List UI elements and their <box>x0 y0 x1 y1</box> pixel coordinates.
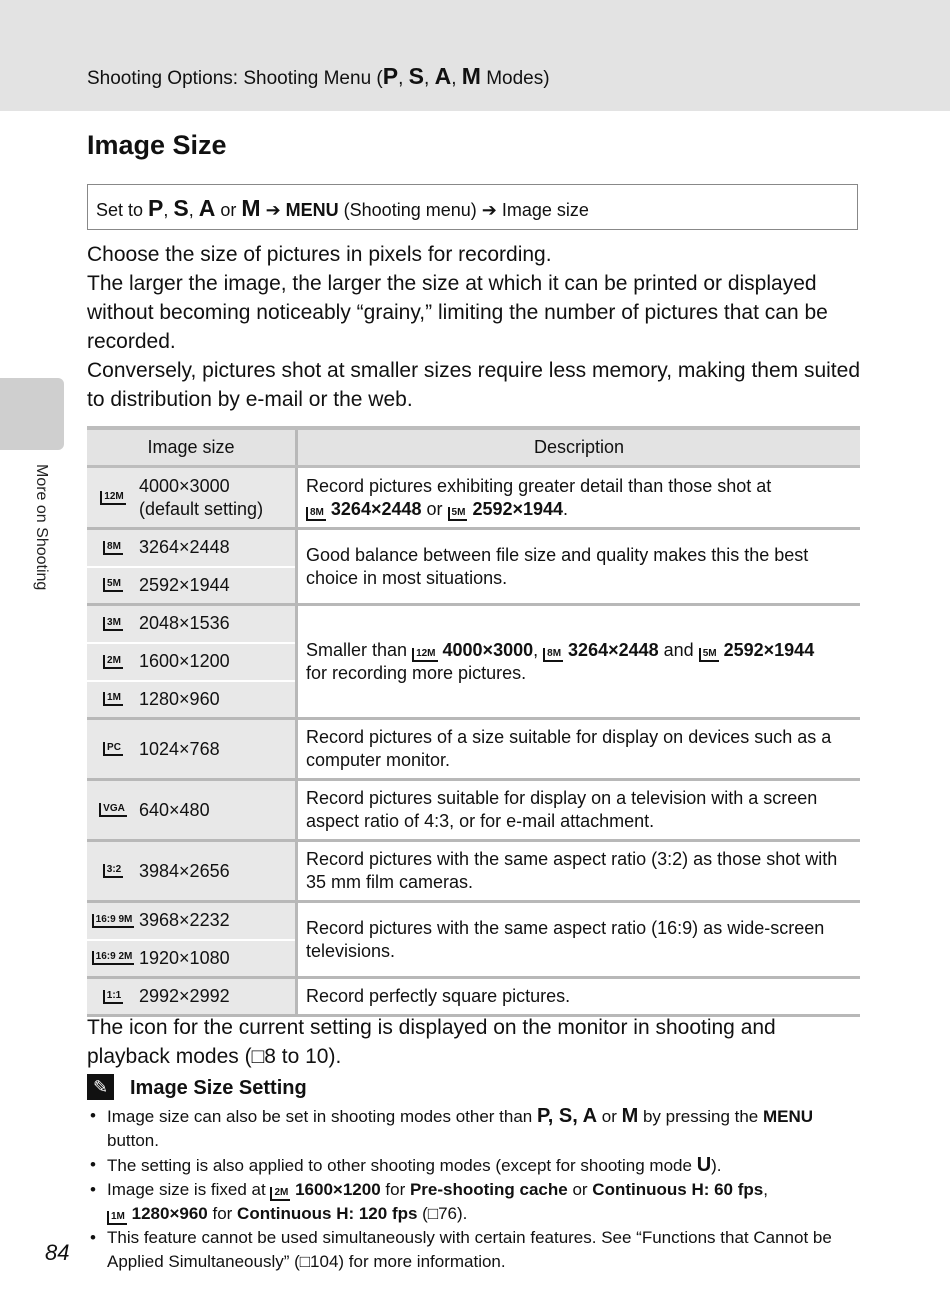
desc-value: 2592×1944 <box>718 639 815 660</box>
note-text: or <box>597 1107 622 1126</box>
setting-name: Continuous H: 60 fps <box>592 1180 764 1199</box>
arrow-icon: ➔ <box>481 200 502 220</box>
desc-text: or <box>421 498 448 519</box>
description-cell: Record pictures with the same aspect ratio (3:2) as those shot with 35 mm film cameras. <box>297 841 861 902</box>
chapter-label: More on Shooting <box>33 464 50 591</box>
menu-icon: MENU <box>763 1107 814 1126</box>
note-text: button. <box>107 1131 159 1150</box>
intro-paragraph: Conversely, pictures shot at smaller sizes require less memory, making them suited to distribution by e-mail or the web. <box>87 359 861 411</box>
size-value: 3968×2232 <box>139 910 230 931</box>
table-row <box>87 902 860 940</box>
note-text: for <box>380 1180 410 1199</box>
image-size-8m-icon: 8M <box>103 541 123 555</box>
note-text: ). <box>711 1156 722 1175</box>
header-title: Shooting Options: Shooting Menu (P, S, A, M Modes) <box>87 63 550 89</box>
current-setting-note: The icon for the current setting is displayed on the monitor in shooting and playback modes (□8 to 10). <box>87 1016 776 1068</box>
image-size-2m-icon: 2M <box>270 1187 290 1201</box>
image-size-8m-icon: 8M <box>306 507 326 521</box>
size-value: 4000×3000 <box>139 475 230 496</box>
desc-text: for recording more pictures. <box>306 662 527 683</box>
note-text: by pressing the <box>638 1107 763 1126</box>
size-value: 2592×1944 <box>139 574 230 595</box>
image-size-12m-icon: 12M <box>100 491 125 505</box>
size-value: 640×480 <box>139 799 210 820</box>
description-cell: Record perfectly square pictures. <box>297 978 861 1016</box>
note-text: for <box>207 1204 238 1223</box>
image-size-vga-icon: VGA <box>99 803 127 817</box>
mode-s: S <box>408 63 424 89</box>
menu-target: Image size <box>501 200 589 220</box>
image-size-5m-icon: 5M <box>103 578 123 592</box>
page-number: 84 <box>45 1240 70 1265</box>
image-size-5m-icon: 5M <box>699 648 719 662</box>
intro-paragraph: The larger the image, the larger the size at which it can be printed or displayed without becoming noticeably “grainy,” limiting the number of pictures that can be recorded. <box>87 272 828 353</box>
intro-paragraph: Choose the size of pictures in pixels for recording. <box>87 243 552 266</box>
size-value: 3984×2656 <box>139 860 230 881</box>
description-cell <box>297 605 861 719</box>
set-to-text: Set to <box>96 200 149 220</box>
intro-text <box>87 240 867 414</box>
image-size-3m-icon: 3M <box>103 617 123 631</box>
mode-s: S <box>173 195 189 221</box>
column-header: Image size <box>87 428 297 467</box>
image-size-16-9-9m-icon: 16:9 9M <box>92 914 135 928</box>
desc-value: 3264×2448 <box>563 639 659 660</box>
size-value: 2992×2992 <box>139 986 230 1006</box>
desc-value: 4000×3000 <box>437 639 534 660</box>
menu-desc: (Shooting menu) <box>338 200 482 220</box>
table-row <box>87 780 860 841</box>
header-prefix: Shooting Options: Shooting Menu ( <box>87 68 383 89</box>
desc-text: Smaller than <box>306 639 413 660</box>
desc-value: 2592×1944 <box>467 498 564 519</box>
table-row <box>87 841 860 902</box>
note-text: or <box>567 1180 593 1199</box>
table-row <box>87 978 860 1016</box>
note-text: Image size can also be set in shooting modes other than <box>107 1107 537 1126</box>
note-text: , <box>763 1180 768 1199</box>
note-text: This feature cannot be used simultaneously with certain features. See “Functions that Cannot be Applied Simultaneously” (□104) for more information. <box>107 1228 832 1271</box>
list-item <box>87 1226 867 1274</box>
pencil-note-icon: ✎ <box>87 1074 114 1100</box>
desc-text: and <box>658 639 699 660</box>
menu-icon: MENU <box>285 200 339 220</box>
page-title: Image Size <box>87 130 227 160</box>
mode-m: M <box>461 63 481 89</box>
note-value: 1280×960 <box>126 1204 208 1223</box>
desc-text: . <box>563 498 569 519</box>
image-size-1m-icon: 1M <box>103 692 123 706</box>
note-text: (□76). <box>417 1204 468 1223</box>
list-item <box>87 1178 867 1226</box>
image-size-5m-icon: 5M <box>448 507 468 521</box>
table-row <box>87 605 860 643</box>
note-list <box>87 1104 867 1274</box>
mode-a: A <box>434 63 452 89</box>
desc-text: Record pictures exhibiting greater detail than those shot at <box>306 475 772 496</box>
desc-text: , <box>533 639 544 660</box>
image-size-2m-icon: 2M <box>103 655 123 669</box>
size-value: 1024×768 <box>139 738 220 759</box>
list-item <box>87 1104 867 1153</box>
image-size-1-1-icon: 1:1 <box>103 990 123 1004</box>
list-item <box>87 1153 867 1178</box>
setting-name: Pre-shooting cache <box>409 1180 568 1199</box>
description-cell: Record pictures of a size suitable for display on devices such as a computer monitor. <box>297 719 861 780</box>
mode-a: A <box>198 195 216 221</box>
desc-value: 3264×2448 <box>325 498 422 519</box>
image-size-table <box>87 426 860 1017</box>
setting-name: Continuous H: 120 fps <box>237 1204 418 1223</box>
note-value: 1600×1200 <box>290 1180 381 1199</box>
header-suffix: Modes) <box>480 68 550 89</box>
mode-m: M <box>621 1105 639 1127</box>
table-header-row <box>87 428 860 467</box>
image-size-pc-icon: PC <box>103 742 123 756</box>
note-title: Image Size Setting <box>130 1077 307 1099</box>
size-value: 2048×1536 <box>139 613 230 634</box>
table-row <box>87 719 860 780</box>
header-bar <box>0 0 950 111</box>
image-size-12m-icon: 12M <box>412 648 437 662</box>
table-row <box>87 467 860 529</box>
image-size-3-2-icon: 3:2 <box>103 864 123 878</box>
size-value: 1280×960 <box>139 688 220 709</box>
table-row <box>87 529 860 567</box>
description-cell: Record pictures with the same aspect ratio (16:9) as wide-screen televisions. <box>297 902 861 978</box>
description-cell <box>297 467 861 529</box>
description-cell: Record pictures suitable for display on a television with a screen aspect ratio of 4:3, or for e-mail attachment. <box>297 780 861 841</box>
mode-icons: P, S, A <box>536 1105 598 1127</box>
mode-p: P <box>382 63 399 89</box>
mode-m: M <box>241 195 261 221</box>
size-value: 1600×1200 <box>139 651 230 671</box>
mode-u: U <box>696 1154 712 1176</box>
image-size-1m-icon: 1M <box>107 1211 127 1225</box>
image-size-16-9-2m-icon: 16:9 2M <box>92 951 135 965</box>
or-text: or <box>215 200 242 220</box>
note-text: The setting is also applied to other shooting modes (except for shooting mode <box>107 1156 697 1175</box>
arrow-icon: ➔ <box>260 200 286 220</box>
note-text: Image size is fixed at <box>107 1180 271 1199</box>
size-value: 3264×2448 <box>139 537 230 558</box>
default-setting-label: (default setting) <box>139 498 264 519</box>
column-header: Description <box>297 428 861 467</box>
image-size-8m-icon: 8M <box>543 648 563 662</box>
chapter-tab <box>0 378 64 450</box>
description-cell: Good balance between file size and quality makes this the best choice in most situations. <box>297 529 861 605</box>
mode-p: P <box>148 195 164 221</box>
menu-path-box: Set to P, S, A or M ➔ MENU (Shooting menu) ➔ Image size <box>87 184 858 230</box>
size-value: 1920×1080 <box>139 947 230 968</box>
